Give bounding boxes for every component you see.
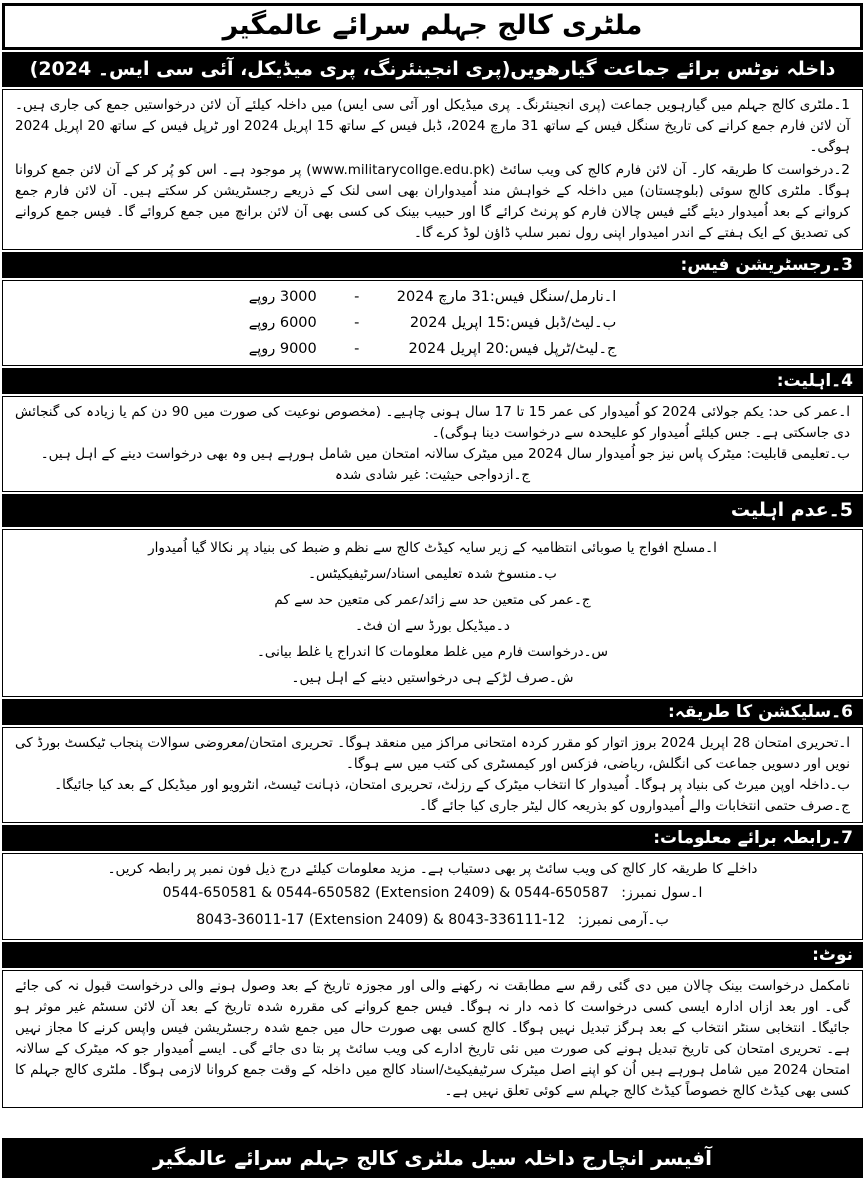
selection-method-heading-text: 6۔سلیکشن کا طریقہ:	[668, 701, 853, 722]
selection-method-heading	[2, 699, 863, 725]
fee-row-separator: -	[354, 314, 360, 331]
note-heading-text: نوٹ:	[812, 944, 853, 965]
application-procedure-info: 2۔درخواست کا طریقہ کار۔ آن لائن فارم کالج کی ویب سائٹ (www.militarycollge.edu.pk) پر موجود ہے۔ اس کو پُر کر کے آن لائن جمع کروانا ہوگا۔ ملٹری کالج سوئی (بلوچستان) میں داخلہ کے خواہش مند اُمیدواران بھی اسی لنک کے ذریعے رجسٹریشن کر سکتے ہیں۔ آن لائن فارم جمع کروانے کے بعد اُمیدوار دیئے گئے فیس چالان فارم کو پرنٹ کرائے گا اور حبیب بینک کی کسی بھی آن لائن برانچ میں جمع کروائے گا۔ فیس جمع کروانے کی تصدیق کے ایک ہفتے کے اندر امیدوار اپنی رول نمبر سلپ ڈاؤن لوڈ کرے گا۔	[15, 161, 850, 241]
civil-numbers-label: ا۔سول نمبرز:	[621, 884, 703, 901]
civil-numbers-value: 0544-650581 & 0544-650582 (Extension 2409) & 0544-650587	[162, 884, 609, 901]
army-numbers-value: 8043-36011-17 (Extension 2409) & 8043-336111-12	[196, 911, 566, 928]
eligibility-section	[2, 396, 863, 492]
eligibility-item: ا۔عمر کی حد: یکم جولائی 2024 کو اُمیدوار کی عمر 15 تا 17 سال ہونی چاہیے۔ (مخصوص نوعیت کی صورت میں 90 دن کم یا زیادہ کی گنجائش دی جاسکتی ہے۔ جس کیلئے اُمیدوار کو علیحدہ سے درخواست دینا ہوگی)۔	[15, 403, 851, 441]
ineligibility-item: س۔درخواست فارم میں غلط معلومات کا اندراج یا غلط بیانی۔	[257, 643, 608, 660]
registration-fee-heading-text: 3۔رجسٹریشن فیس:	[680, 254, 853, 275]
army-numbers-line	[15, 907, 850, 934]
college-title: ملٹری کالج جہلم سرائے عالمگیر	[222, 10, 643, 41]
ineligibility-heading	[2, 494, 863, 527]
ineligibility-heading-text: 5۔عدم اہلیت	[730, 498, 853, 521]
selection-method-item: ج۔صرف حتمی انتخابات والے اُمیدواروں کو بذریعہ کال لیٹر جاری کیا جائے گا۔	[419, 797, 850, 814]
selection-method-item: ا۔تحریری امتحان 28 اپریل 2024 بروز اتوار کو مقرر کردہ امتحانی مراکز میں منعقد ہوگا۔ تحریری امتحان/معروضی سوالات پنجاب ٹیکسٹ بورڈ کی نویں اور دسویں جماعت کی انگلش، ریاضی، فزکس اور کیمسٹری کی کتب میں سے ہوگا۔	[15, 734, 850, 772]
eligibility-item: ب۔تعلیمی قابلیت: میٹرک پاس نیز جو اُمیدوار سال 2024 میں میٹرک سالانہ امتحان میں شامل ہورہے ہیں وہ بھی درخواست دینے کے اہل ہیں۔	[40, 445, 850, 462]
eligibility-heading-text: 4۔اہلیت:	[776, 370, 853, 391]
college-title-box	[2, 3, 863, 50]
contact-info-heading	[2, 825, 863, 851]
fee-row-separator: -	[354, 288, 360, 305]
selection-method-section	[2, 727, 863, 823]
note-text: نامکمل درخواست بینک چالان میں دی گئی رقم سے مطابقت نہ رکھنے والی اور مجوزہ تاریخ کے بعد وصول ہونے والی درخواست قبول نہ کی جائے گی۔ اور بعد ازاں ادارہ ایسی کسی درخواست کا ذمہ دار نہ ہوگا۔ فیس جمع کروانے کی مقررہ شدہ تاریخ کے بعد آن لائن سسٹم غیر موثر ہو جائیگا۔ انتخابی سنٹر انتخاب کے بعد ہرگز تبدیل نہیں ہوگا۔ کالج کسی بھی صورت حال میں جمع شدہ رجسٹریشن فیس واپس کرنے کا مجاز نہیں ہے۔ تحریری امتحان کی تاریخ تبدیل ہونے کی صورت میں نئی تاریخ ادارے کی ویب سائٹ پر بتا دی جائے گی۔ ایسے اُمیدوار جو کہ میٹرک کے سالانہ امتحان 2024 میں شامل ہورہے ہیں اُن کو اپنے اصل میٹرک سرٹیفیکیٹ/اسناد کالج میں داخلہ کے وقت جمع کروانا لازمی ہوگا۔ ملٹری کالج جہلم کا کسی بھی کیڈٹ کالج خصوصاً کیڈٹ کالج جہلم سے کوئی تعلق نہیں ہے۔	[15, 977, 851, 1099]
registration-fee-heading	[2, 252, 863, 278]
admission-notice-subtitle-bar	[2, 52, 863, 87]
officer-incharge-text: آفیسر انچارج داخلہ سیل ملٹری کالج جہلم سرائے عالمگیر	[153, 1146, 712, 1170]
fee-row-label: ب۔لیٹ/ڈبل فیس:15 اپریل 2024	[409, 314, 617, 331]
fee-row-amount: 9000 روپے	[248, 340, 317, 357]
ineligibility-item: ب۔منسوخ شدہ تعلیمی اسناد/سرٹیفیکیٹس۔	[308, 565, 557, 582]
ineligibility-item: ا۔مسلح افواج یا صوبائی انتظامیہ کے زیر سایہ کیڈٹ کالج سے نظم و ضبط کی بنیاد پر نکالا گیا اُمیدوار	[148, 539, 717, 556]
selection-method-item: ب۔داخلہ اوپن میرٹ کی بنیاد پر ہوگا۔ اُمیدوار کا انتخاب میٹرک کے رزلٹ، تحریری امتحان، ذہانت ٹیسٹ، انٹرویو اور میڈیکل کے بعد کیا جائیگا۔	[54, 776, 850, 793]
application-info-section	[2, 89, 863, 250]
eligibility-item: ج۔ازدواجی حیثیت: غیر شادی شدہ	[334, 466, 531, 483]
ineligibility-item: ج۔عمر کی متعین حد سے زائد/عمر کی متعین حد سے کم	[274, 591, 591, 608]
ineligibility-section	[2, 529, 863, 697]
fee-row-label: ج۔لیٹ/ٹرپل فیس:20 اپریل 2024	[408, 340, 617, 357]
admission-notice-subtitle: داخلہ نوٹس برائے جماعت گیارھویں(پری انجینئرنگ، پری میڈیکل، آئی سی ایس۔ 2024)	[29, 58, 836, 80]
fee-row-label: ا۔نارمل/سنگل فیس:31 مارچ 2024	[396, 288, 617, 305]
ineligibility-item: ش۔صرف لڑکے ہی درخواستیں دینے کے اہل ہیں۔	[291, 669, 574, 686]
eligibility-heading	[2, 368, 863, 394]
footer-bar	[2, 1138, 863, 1178]
fee-table	[15, 286, 850, 360]
fee-row-amount: 3000 روپے	[248, 288, 317, 305]
note-section	[2, 970, 863, 1108]
army-numbers-label: ب۔آرمی نمبرز:	[577, 911, 669, 928]
contact-intro: داخلے کا طریقہ کار کالج کی ویب سائٹ پر بھی دستیاب ہے۔ مزید معلومات کیلئے درج ذیل فون نمبر پر رابطہ کریں۔	[107, 860, 758, 877]
civil-numbers-line	[15, 880, 850, 907]
contact-info-heading-text: 7۔رابطہ برائے معلومات:	[653, 827, 853, 848]
online-application-info: 1۔ملٹری کالج جہلم میں گیارہویں جماعت (پری انجینئرنگ۔ پری میڈیکل اور آئی سی ایس) میں داخلہ کیلئے آن لائن درخواستیں جمع کی جاری ہیں۔ آن لائن فارم جمع کرانے کی تاریخ سنگل فیس کے ساتھ 31 مارچ 2024، ڈبل فیس کے ساتھ 15 اپریل 2024 اور ٹرپل فیس کے ساتھ 20 اپریل 2024 ہوگی۔	[15, 96, 851, 155]
fee-row-amount: 6000 روپے	[248, 314, 317, 331]
note-heading	[2, 942, 863, 968]
fee-row-separator: -	[354, 340, 360, 357]
registration-fee-section	[2, 280, 863, 366]
ineligibility-item: د۔میڈیکل بورڈ سے ان فٹ۔	[355, 617, 510, 634]
contact-info-section	[2, 853, 863, 940]
